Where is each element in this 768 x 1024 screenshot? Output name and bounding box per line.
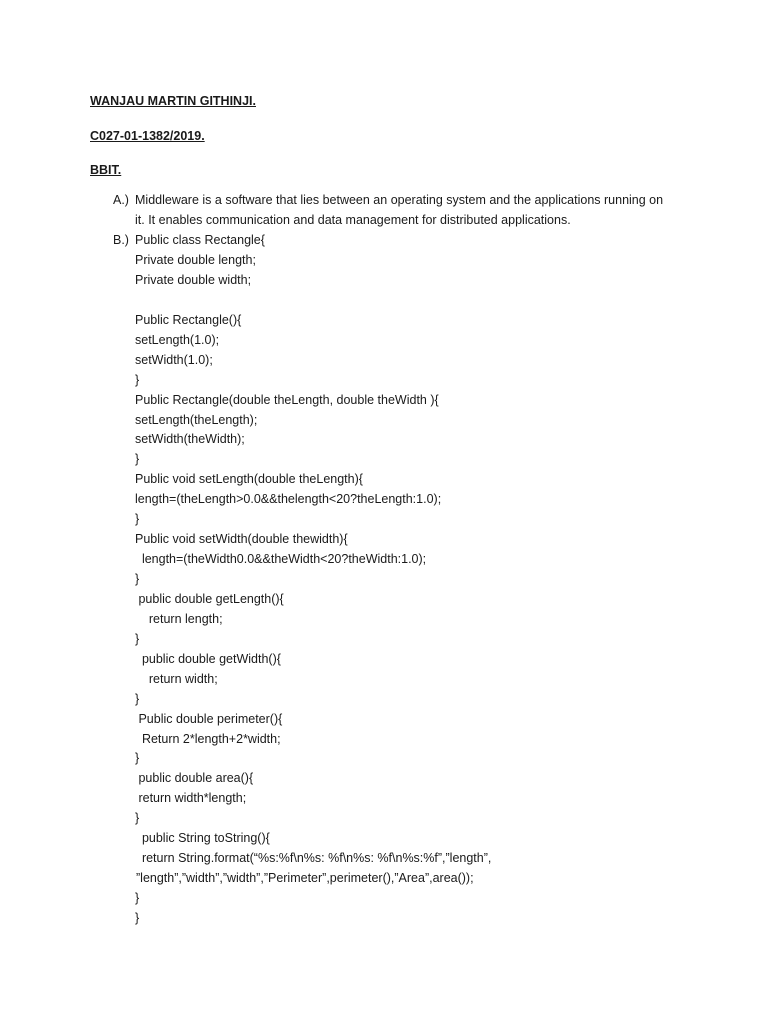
code-line: }	[135, 911, 140, 925]
registration-number: C027-01-1382/2019.	[90, 129, 205, 143]
code-line: }	[135, 572, 140, 586]
item-b-label: B.)	[113, 233, 129, 247]
code-line: Public Rectangle(){	[135, 312, 242, 327]
code-line: Public class Rectangle{	[135, 233, 265, 247]
student-name: WANJAU MARTIN GITHINJI.	[90, 94, 256, 108]
code-line: }	[135, 452, 140, 467]
code-line: public double getLength(){	[135, 591, 284, 606]
course-name: BBIT.	[90, 163, 122, 177]
code-line: return String.format(“%s:%f\n%s: %f\n%s: %f\n%s:%f”,”length”,	[135, 851, 492, 866]
code-line: setLength(theLength);	[135, 412, 258, 427]
code-line: Return 2*length+2*width;	[135, 731, 281, 746]
code-line: Public Rectangle(double theLength, double theWidth ){	[135, 392, 439, 407]
code-line: Public void setWidth(double thewidth){	[135, 532, 348, 547]
code-line: Public double perimeter(){	[135, 711, 283, 726]
code-line: Public void setLength(double theLength){	[135, 472, 363, 487]
item-a-text-line-1: Middleware is a software that lies between an operating system and the applications running on	[135, 193, 664, 207]
code-line: public String toString(){	[135, 831, 270, 846]
code-line: }	[135, 751, 140, 766]
code-line: setWidth(1.0);	[135, 352, 213, 367]
code-line: }	[135, 631, 140, 646]
code-line: Private double width;	[135, 272, 252, 287]
item-a-text-line-2: it. It enables communication and data management for distributed applications.	[135, 213, 571, 227]
code-line: return width*length;	[135, 791, 247, 806]
code-line: length=(theWidth0.0&&theWidth<20?theWidth:1.0);	[135, 552, 427, 566]
code-line: public double getWidth(){	[135, 651, 281, 666]
code-line: }	[135, 512, 140, 527]
code-line: }	[135, 891, 140, 905]
item-a-label: A.)	[113, 193, 129, 207]
code-line: setLength(1.0);	[135, 332, 220, 347]
code-line: return length;	[135, 611, 223, 626]
code-line: }	[135, 691, 140, 706]
code-line: public double area(){	[135, 771, 254, 786]
code-line: length=(theLength>0.0&&thelength<20?theLength:1.0);	[135, 492, 442, 507]
code-line: setWidth(theWidth);	[135, 432, 245, 447]
code-line: Private double length;	[135, 252, 256, 267]
code-line: ”length”,”width”,”width”,”Perimeter”,perimeter(),”Area”,area());	[136, 871, 474, 886]
code-line: }	[135, 811, 140, 826]
code-line: }	[135, 372, 140, 387]
code-line: return width;	[135, 671, 218, 686]
